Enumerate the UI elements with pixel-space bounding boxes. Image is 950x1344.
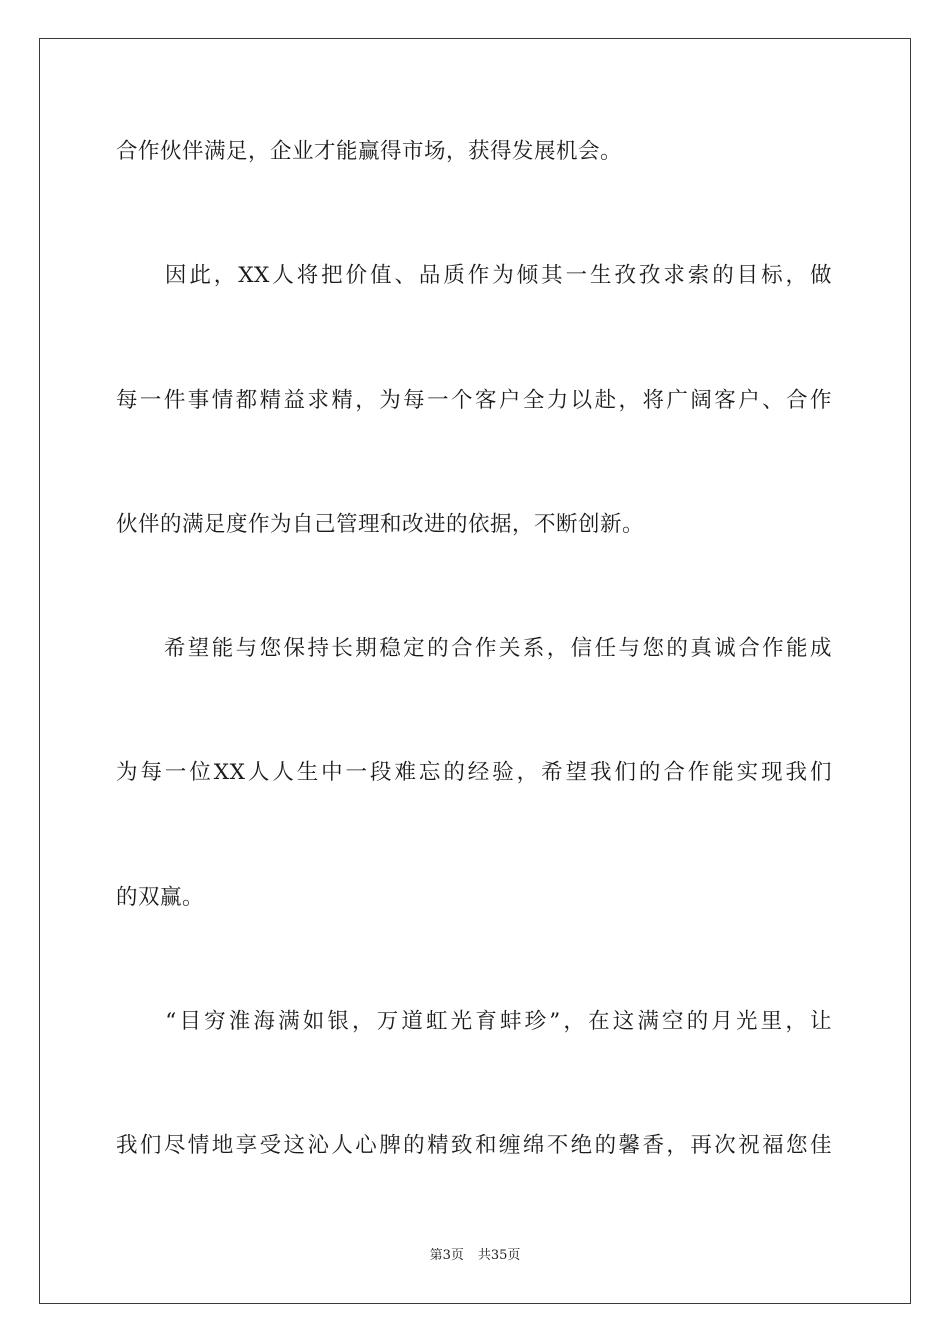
paragraph-line: 我们尽情地享受这沁人心脾的精致和缠绵不绝的馨香，再次祝福您佳 (116, 1133, 832, 1158)
paragraph-line: 合作伙伴满足，企业才能赢得市场，获得发展机会。 (116, 139, 623, 164)
paragraph-line: 为每一位XX人人生中一段难忘的经验，希望我们的合作能实现我们 (116, 760, 832, 785)
paragraph-line: 希望能与您保持长期稳定的合作关系，信任与您的真诚合作能成 (116, 636, 832, 661)
paragraph-line: 每一件事情都精益求精，为每一个客户全力以赴，将广阔客户、合作 (116, 388, 832, 413)
paragraph-line: “目穷淮海满如银，万道虹光育蚌珍”，在这满空的月光里，让 (116, 1009, 832, 1034)
page-footer (0, 1247, 950, 1265)
paragraph-line: 的双赢。 (116, 885, 205, 910)
page-number: 第3页 (429, 1248, 464, 1263)
page-total: 共35页 (477, 1248, 521, 1263)
paragraph-line: 伙伴的满足度作为自己管理和改进的依据，不断创新。 (116, 512, 645, 537)
paragraph-line: 因此，XX人将把价值、品质作为倾其一生孜孜求索的目标，做 (116, 263, 832, 288)
page-border (39, 38, 911, 1304)
